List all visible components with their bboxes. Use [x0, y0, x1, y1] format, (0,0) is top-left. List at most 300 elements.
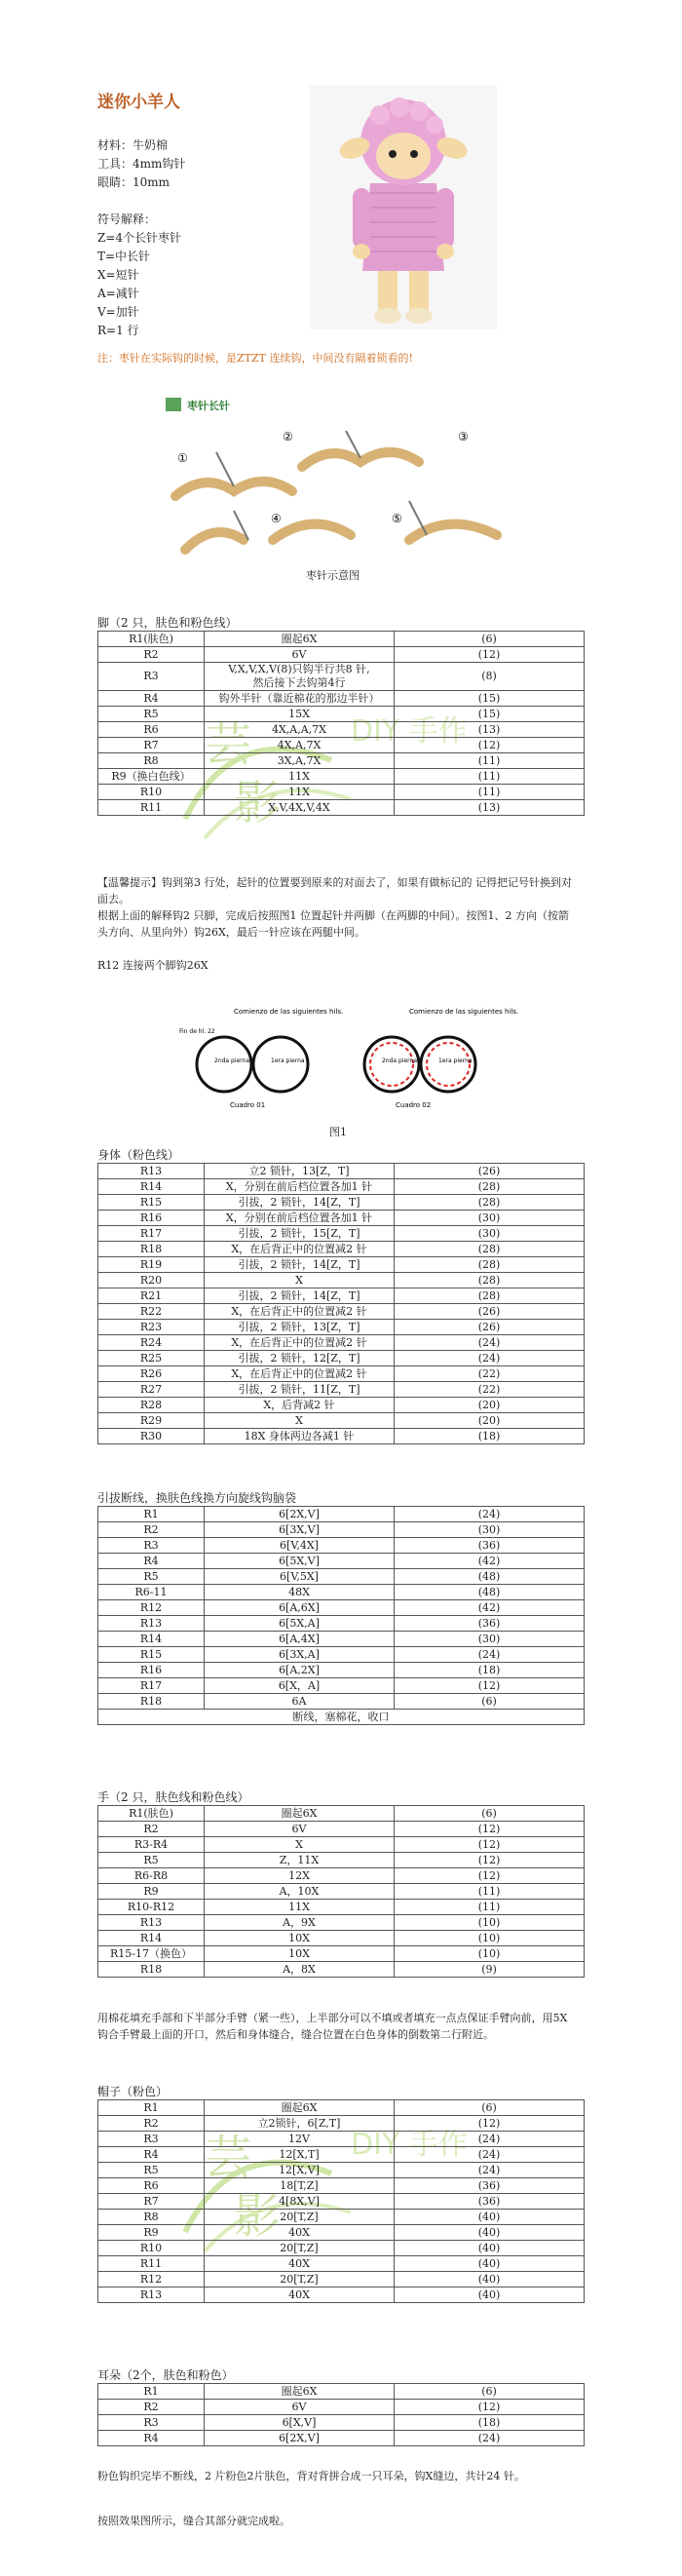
row-number: R24: [98, 1335, 205, 1351]
row-stitch-count: (12): [395, 2116, 585, 2132]
row-instruction: 4X,A,A,7X: [205, 722, 395, 738]
row-stitch-count: (40): [395, 2210, 585, 2225]
row-instruction: 40X: [205, 2225, 395, 2241]
table-row: [98, 647, 585, 663]
row-instruction: X: [205, 1837, 395, 1853]
table-row: [98, 2272, 585, 2288]
table-row: [98, 2256, 585, 2272]
row-stitch-count: (22): [395, 1366, 585, 1382]
table-row: [98, 2116, 585, 2132]
row-stitch-count: (12): [395, 2400, 585, 2415]
row-stitch-count: (6): [395, 2384, 585, 2400]
table-row: [98, 1398, 585, 1413]
final-note: 按照效果图所示，缝合其部分就完成啦。: [97, 2515, 290, 2527]
row-number: R21: [98, 1288, 205, 1304]
table-row: [98, 2225, 585, 2241]
row-stitch-count: (10): [395, 1946, 585, 1962]
row-number: R17: [98, 1678, 205, 1694]
diagram-badge-label: 枣针长针: [187, 400, 230, 412]
row-instruction: 引拔，2 锁针，14[Z，T]: [205, 1257, 395, 1273]
row-number: R10-R12: [98, 1900, 205, 1915]
table-row: [98, 1569, 585, 1585]
table-row: [98, 1585, 585, 1600]
row-number: R11: [98, 2256, 205, 2272]
table-row: [98, 2400, 585, 2415]
row-instruction: A，10X: [205, 1884, 395, 1900]
row-number: R26: [98, 1366, 205, 1382]
table-row: [98, 632, 585, 647]
row-stitch-count: (24): [395, 2132, 585, 2147]
row-number: R9（换白色线）: [98, 769, 205, 785]
table-row: [98, 1273, 585, 1288]
row-number: R13: [98, 1915, 205, 1931]
row-instruction: 6[A,2X]: [205, 1663, 395, 1678]
row-stitch-count: (22): [395, 1382, 585, 1398]
row-stitch-count: (30): [395, 1632, 585, 1647]
symbol-v: V=加针: [97, 305, 139, 319]
row-stitch-count: (30): [395, 1226, 585, 1242]
table-row: [98, 1806, 585, 1822]
row-stitch-count: (12): [395, 1822, 585, 1837]
row-number: R13: [98, 1164, 205, 1179]
row-instruction: 4X,A,7X: [205, 738, 395, 753]
row-number: R13: [98, 1616, 205, 1632]
row-stitch-count: (28): [395, 1195, 585, 1211]
row-instruction: V,X,V,X,V(8)只钩半行共8 针, 然后接下去钩第4行: [205, 663, 395, 691]
table-row: [98, 1915, 585, 1931]
table-row: [98, 1195, 585, 1211]
row-number: R12: [98, 1600, 205, 1616]
row-instruction: 6[X,V]: [205, 2415, 395, 2431]
row-stitch-count: (24): [395, 1647, 585, 1663]
row-number: R18: [98, 1242, 205, 1257]
watermark-char-1: 芸: [205, 717, 252, 772]
row-instruction: 20[T,Z]: [205, 2241, 395, 2256]
row-stitch-count: (40): [395, 2225, 585, 2241]
row-stitch-count: (24): [395, 2163, 585, 2178]
foot-tip: 【温馨提示】钩到第3 行处，起针的位置要到原来的对面去了，如果有做标记的 记得把记号针换到对面去。: [97, 876, 572, 905]
row-number: R6-R8: [98, 1868, 205, 1884]
table-row: [98, 1884, 585, 1900]
head-end-row: 断线，塞棉花，收口: [98, 1710, 585, 1725]
row-stitch-count: (48): [395, 1569, 585, 1585]
fig2-leg1: 1era pierna: [438, 1057, 473, 1064]
cuadro-02: [364, 1008, 518, 1109]
material-yarn: 材料：牛奶棉: [97, 138, 169, 152]
table-row: [98, 1678, 585, 1694]
row-number: R27: [98, 1382, 205, 1398]
watermark2-char-1: 芸: [205, 2131, 252, 2185]
row-stitch-count: (24): [395, 1507, 585, 1522]
row-instruction: 6[V,5X]: [205, 1569, 395, 1585]
ear-instructions: 粉色钩织完毕不断线，2 片粉色2片肤色，背对背拼合成一只耳朵，钩X缝边，共计24 针。: [97, 2470, 525, 2482]
row-number: R1: [98, 2384, 205, 2400]
table-row: [98, 1931, 585, 1946]
row-number: R5: [98, 1853, 205, 1868]
row-instruction: 6[2X,V]: [205, 1507, 395, 1522]
table-row: [98, 2194, 585, 2210]
row-number: R15-17（换色）: [98, 1946, 205, 1962]
row-number: R6: [98, 2178, 205, 2194]
row-stitch-count: (26): [395, 1304, 585, 1320]
hand-section-title: 手（2 只，肤色线和粉色线）: [97, 1790, 249, 1804]
table-row: [98, 1853, 585, 1868]
table-row: [98, 1257, 585, 1273]
diagram-badge: [166, 398, 230, 412]
row-instruction: 15X: [205, 707, 395, 722]
row-number: R1: [98, 2100, 205, 2116]
diagram-step-2: ②: [283, 430, 293, 443]
row-number: R3: [98, 1538, 205, 1554]
row-instruction: 6[3X,A]: [205, 1647, 395, 1663]
symbol-legend: [97, 211, 181, 340]
row-instruction: 12[X,T]: [205, 2147, 395, 2163]
row-instruction: 12[X,V]: [205, 2163, 395, 2178]
table-row: [98, 1429, 585, 1444]
table-row: [98, 707, 585, 722]
table-row: [98, 1663, 585, 1678]
row-instruction: 48X: [205, 1585, 395, 1600]
watermark-char-2: 影: [234, 776, 282, 830]
row-stitch-count: (24): [395, 1351, 585, 1366]
row-stitch-count: (28): [395, 1257, 585, 1273]
row-number: R20: [98, 1273, 205, 1288]
row-instruction: 10X: [205, 1946, 395, 1962]
row-number: R15: [98, 1195, 205, 1211]
table-row: [98, 1320, 585, 1335]
row-stitch-count: (12): [395, 1678, 585, 1694]
table-row: [98, 2415, 585, 2431]
row-number: R3-R4: [98, 1837, 205, 1853]
row-number: R18: [98, 1694, 205, 1710]
row-instruction: 立2 锁针，13[Z，T]: [205, 1164, 395, 1179]
row-stitch-count: (24): [395, 2431, 585, 2446]
row-instruction: 4[8X,V]: [205, 2194, 395, 2210]
table-row: [98, 2288, 585, 2303]
row-stitch-count: (11): [395, 785, 585, 800]
row-number: R5: [98, 707, 205, 722]
table-row: [98, 1335, 585, 1351]
table-row: [98, 1226, 585, 1242]
row-instruction: 6[5X,V]: [205, 1554, 395, 1569]
row-number: R7: [98, 738, 205, 753]
row-stitch-count: (12): [395, 1853, 585, 1868]
hat-table: [97, 2099, 585, 2303]
row-stitch-count: (40): [395, 2288, 585, 2303]
fig1-label-fin: Fin de hl. 22: [179, 1028, 215, 1035]
row-instruction: 6[2X,V]: [205, 2431, 395, 2446]
pattern-title: 迷你小羊人: [97, 93, 180, 112]
row-stitch-count: (30): [395, 1522, 585, 1538]
fig1-cuadro-01-label: Cuadro 01: [230, 1101, 266, 1109]
row-stitch-count: (28): [395, 1288, 585, 1304]
row-number: R2: [98, 647, 205, 663]
row-instruction: 引拔，2 锁针，15[Z，T]: [205, 1226, 395, 1242]
table-row: [98, 1900, 585, 1915]
row-instruction: X: [205, 1273, 395, 1288]
row-instruction: 立2锁针，6[Z,T]: [205, 2116, 395, 2132]
row-stitch-count: (20): [395, 1398, 585, 1413]
diagram-step-1: ①: [177, 451, 188, 465]
row-stitch-count: (20): [395, 1413, 585, 1429]
row-number: R1: [98, 1507, 205, 1522]
table-row: [98, 1366, 585, 1382]
row-instruction: 18[T,Z]: [205, 2178, 395, 2194]
fig1-leg2: 2nda pierna: [214, 1057, 250, 1064]
row-stitch-count: (9): [395, 1962, 585, 1978]
table-row: [98, 753, 585, 769]
figure-1-caption: 图1: [329, 1126, 347, 1138]
row-stitch-count: (13): [395, 722, 585, 738]
row-number: R14: [98, 1179, 205, 1195]
row-instruction: 圈起6X: [205, 2100, 395, 2116]
table-row: [98, 1413, 585, 1429]
diagram-caption: 枣针示意图: [306, 569, 360, 582]
table-row: [98, 2100, 585, 2116]
row-instruction: 6A: [205, 1694, 395, 1710]
material-hook: 工具：4mm钩针: [97, 157, 186, 171]
row-instruction: X，分别在前后档位置各加1 针: [205, 1211, 395, 1226]
row-number: R13: [98, 2288, 205, 2303]
row-instruction: 6[5X,A]: [205, 1616, 395, 1632]
table-row: [98, 769, 585, 785]
table-row: [98, 1351, 585, 1366]
head-section-title: 引拔断线，换肤色线换方向旋线钩脑袋: [97, 1491, 297, 1505]
row-instruction: 11X: [205, 785, 395, 800]
row-number: R6: [98, 722, 205, 738]
row-stitch-count: (11): [395, 1884, 585, 1900]
table-row: [98, 691, 585, 707]
table-row: [98, 2210, 585, 2225]
row-instruction: X，在后背正中的位置减2 针: [205, 1366, 395, 1382]
row-instruction: 10X: [205, 1931, 395, 1946]
row-number: R3: [98, 2132, 205, 2147]
row-instruction: 40X: [205, 2288, 395, 2303]
symbol-t: T=中长针: [97, 250, 151, 263]
symbol-x: X=短针: [97, 268, 139, 282]
row-stitch-count: (12): [395, 647, 585, 663]
row-number: R16: [98, 1211, 205, 1226]
row-number: R3: [98, 663, 205, 691]
table-row: [98, 738, 585, 753]
row-instruction: 引拔，2 锁针，13[Z，T]: [205, 1320, 395, 1335]
row-instruction: 3X,A,7X: [205, 753, 395, 769]
row-stitch-count: (28): [395, 1179, 585, 1195]
row-instruction: 40X: [205, 2256, 395, 2272]
row-stitch-count: (12): [395, 738, 585, 753]
row-stitch-count: (15): [395, 691, 585, 707]
row-instruction: 6[V,4X]: [205, 1538, 395, 1554]
row-stitch-count: (6): [395, 1694, 585, 1710]
row-stitch-count: (30): [395, 1211, 585, 1226]
table-row: [98, 1632, 585, 1647]
row-instruction: X，在后背正中的位置减2 针: [205, 1304, 395, 1320]
hat-section-title: 帽子（粉色）: [97, 2085, 169, 2098]
row-instruction: A，8X: [205, 1962, 395, 1978]
fig1-cuadro-02-label: Cuadro 02: [396, 1101, 432, 1109]
row-instruction: 12V: [205, 2132, 395, 2147]
table-row: [98, 1304, 585, 1320]
watermark2-char-2: 影: [234, 2189, 282, 2244]
foot-r12: R12 连接两个脚钩26X: [97, 959, 208, 972]
row-instruction: 12X: [205, 1868, 395, 1884]
row-number: R1(肤色): [98, 1806, 205, 1822]
row-number: R25: [98, 1351, 205, 1366]
row-number: R5: [98, 1569, 205, 1585]
table-row: [98, 1616, 585, 1632]
row-stitch-count: (6): [395, 632, 585, 647]
row-number: R4: [98, 691, 205, 707]
row-stitch-count: (12): [395, 1837, 585, 1853]
row-number: R2: [98, 2116, 205, 2132]
row-stitch-count: (36): [395, 2178, 585, 2194]
table-row: [98, 2132, 585, 2147]
row-number: R4: [98, 2147, 205, 2163]
row-number: R22: [98, 1304, 205, 1320]
row-instruction: 引拔，2 锁针，12[Z，T]: [205, 1351, 395, 1366]
row-stitch-count: (11): [395, 1900, 585, 1915]
table-row: [98, 1837, 585, 1853]
materials-list: [97, 136, 185, 192]
table-row: [98, 1694, 585, 1710]
symbol-heading: 符号解释：: [97, 212, 157, 226]
table-row: [98, 1179, 585, 1195]
row-stitch-count: (8): [395, 663, 585, 691]
row-stitch-count: (42): [395, 1600, 585, 1616]
row-number: R23: [98, 1320, 205, 1335]
table-row: [98, 722, 585, 738]
row-number: R29: [98, 1413, 205, 1429]
row-stitch-count: (40): [395, 2272, 585, 2288]
row-number: R6-11: [98, 1585, 205, 1600]
row-instruction: Z，11X: [205, 1853, 395, 1868]
hand-instructions: 用棉花填充手部和下半部分手臂（紧一些），上半部分可以不填或者填充一点点保证手臂向前，用5X 钩合手臂最上面的开口，然后和身体缝合，缝合位置在白色身体的倒数第二行附近。: [97, 2012, 568, 2041]
row-number: R5: [98, 2163, 205, 2178]
row-stitch-count: (13): [395, 800, 585, 816]
row-number: R15: [98, 1647, 205, 1663]
row-instruction: 6[A,6X]: [205, 1600, 395, 1616]
foot-section-title: 脚（2 只，肤色和粉色线）: [97, 616, 238, 630]
row-instruction: 6[X，A]: [205, 1678, 395, 1694]
row-instruction: 20[T,Z]: [205, 2210, 395, 2225]
row-stitch-count: (40): [395, 2256, 585, 2272]
row-stitch-count: (10): [395, 1931, 585, 1946]
diagram-step-3: ③: [458, 430, 469, 443]
body-section-title: 身体（粉色线）: [97, 1148, 180, 1162]
table-row: [98, 1647, 585, 1663]
row-instruction: X，分别在前后档位置各加1 针: [205, 1179, 395, 1195]
row-instruction: A，9X: [205, 1915, 395, 1931]
row-instruction: X: [205, 1413, 395, 1429]
table-row: [98, 1600, 585, 1616]
table-row: [98, 663, 585, 691]
row-stitch-count: (24): [395, 2147, 585, 2163]
row-stitch-count: (26): [395, 1164, 585, 1179]
table-row: [98, 2178, 585, 2194]
row-number: R28: [98, 1398, 205, 1413]
row-number: R2: [98, 1522, 205, 1538]
table-row: [98, 2431, 585, 2446]
row-number: R4: [98, 1554, 205, 1569]
row-stitch-count: (11): [395, 753, 585, 769]
table-row: [98, 1507, 585, 1522]
cuadro-01: [179, 1008, 343, 1109]
symbol-z: Z=4个长针枣针: [97, 231, 182, 245]
row-instruction: 6V: [205, 2400, 395, 2415]
row-number: R3: [98, 2415, 205, 2431]
row-number: R19: [98, 1257, 205, 1273]
row-number: R11: [98, 800, 205, 816]
row-stitch-count: (15): [395, 707, 585, 722]
symbol-r: R=1 行: [97, 324, 139, 337]
table-row: [98, 2241, 585, 2256]
row-number: R2: [98, 2400, 205, 2415]
row-instruction: X,V,4X,V,4X: [205, 800, 395, 816]
watermark-text: DIY 手作: [351, 714, 468, 749]
ear-table: [97, 2383, 585, 2446]
row-instruction: X，在后背正中的位置减2 针: [205, 1335, 395, 1351]
body-table: [97, 1163, 585, 1444]
row-number: R14: [98, 1632, 205, 1647]
table-row: [98, 1554, 585, 1569]
row-instruction: 钩外半针（靠近棉花的那边半针）: [205, 691, 395, 707]
table-row: [98, 1962, 585, 1978]
row-stitch-count: (28): [395, 1273, 585, 1288]
row-instruction: 圈起6X: [205, 1806, 395, 1822]
doll-photo: [310, 86, 497, 329]
row-number: R10: [98, 2241, 205, 2256]
bobble-stitch-note: 注：枣针在实际钩的时候，是ZTZT 连续钩，中间没有隔着锁看的!: [97, 352, 413, 365]
row-number: R7: [98, 2194, 205, 2210]
row-number: R8: [98, 753, 205, 769]
row-instruction: 圈起6X: [205, 632, 395, 647]
watermark2-text: DIY 手作: [351, 2128, 468, 2162]
row-number: R17: [98, 1226, 205, 1242]
row-number: R9: [98, 1884, 205, 1900]
row-stitch-count: (12): [395, 1868, 585, 1884]
table-row: [98, 2163, 585, 2178]
symbol-a: A=减针: [97, 287, 139, 300]
row-number: R18: [98, 1962, 205, 1978]
diagram-step-5: ⑤: [392, 512, 402, 525]
row-stitch-count: (42): [395, 1554, 585, 1569]
row-instruction: 引拔，2 锁针，14[Z，T]: [205, 1288, 395, 1304]
table-row: [98, 800, 585, 816]
row-stitch-count: (18): [395, 2415, 585, 2431]
row-instruction: 6V: [205, 647, 395, 663]
fig2-label-top: Comienzo de las siguientes hils.: [409, 1008, 519, 1016]
foot-instructions: 根据上面的解释钩2 只脚，完成后按照图1 位置起针并两脚（在两脚的中间）。按图1、2 方向（按箭头方向、从里向外）钩26X，最后一针应该在两腿中间。: [97, 909, 569, 939]
table-row: [98, 1538, 585, 1554]
fig1-leg1: 1era pierna: [271, 1057, 305, 1064]
row-number: R4: [98, 2431, 205, 2446]
row-instruction: 6[3X,V]: [205, 1522, 395, 1538]
hand-table: [97, 1805, 585, 1978]
diagram-step-4: ④: [271, 512, 282, 525]
row-instruction: 11X: [205, 1900, 395, 1915]
row-stitch-count: (6): [395, 1806, 585, 1822]
row-instruction: 6V: [205, 1822, 395, 1837]
bobble-stitch-diagram: [166, 394, 536, 569]
row-instruction: 20[T,Z]: [205, 2272, 395, 2288]
row-stitch-count: (18): [395, 1429, 585, 1444]
table-row: [98, 1946, 585, 1962]
row-stitch-count: (40): [395, 2241, 585, 2256]
row-stitch-count: (36): [395, 2194, 585, 2210]
material-eyes: 眼睛：10mm: [97, 175, 170, 189]
table-row: [98, 2147, 585, 2163]
row-stitch-count: (48): [395, 1585, 585, 1600]
